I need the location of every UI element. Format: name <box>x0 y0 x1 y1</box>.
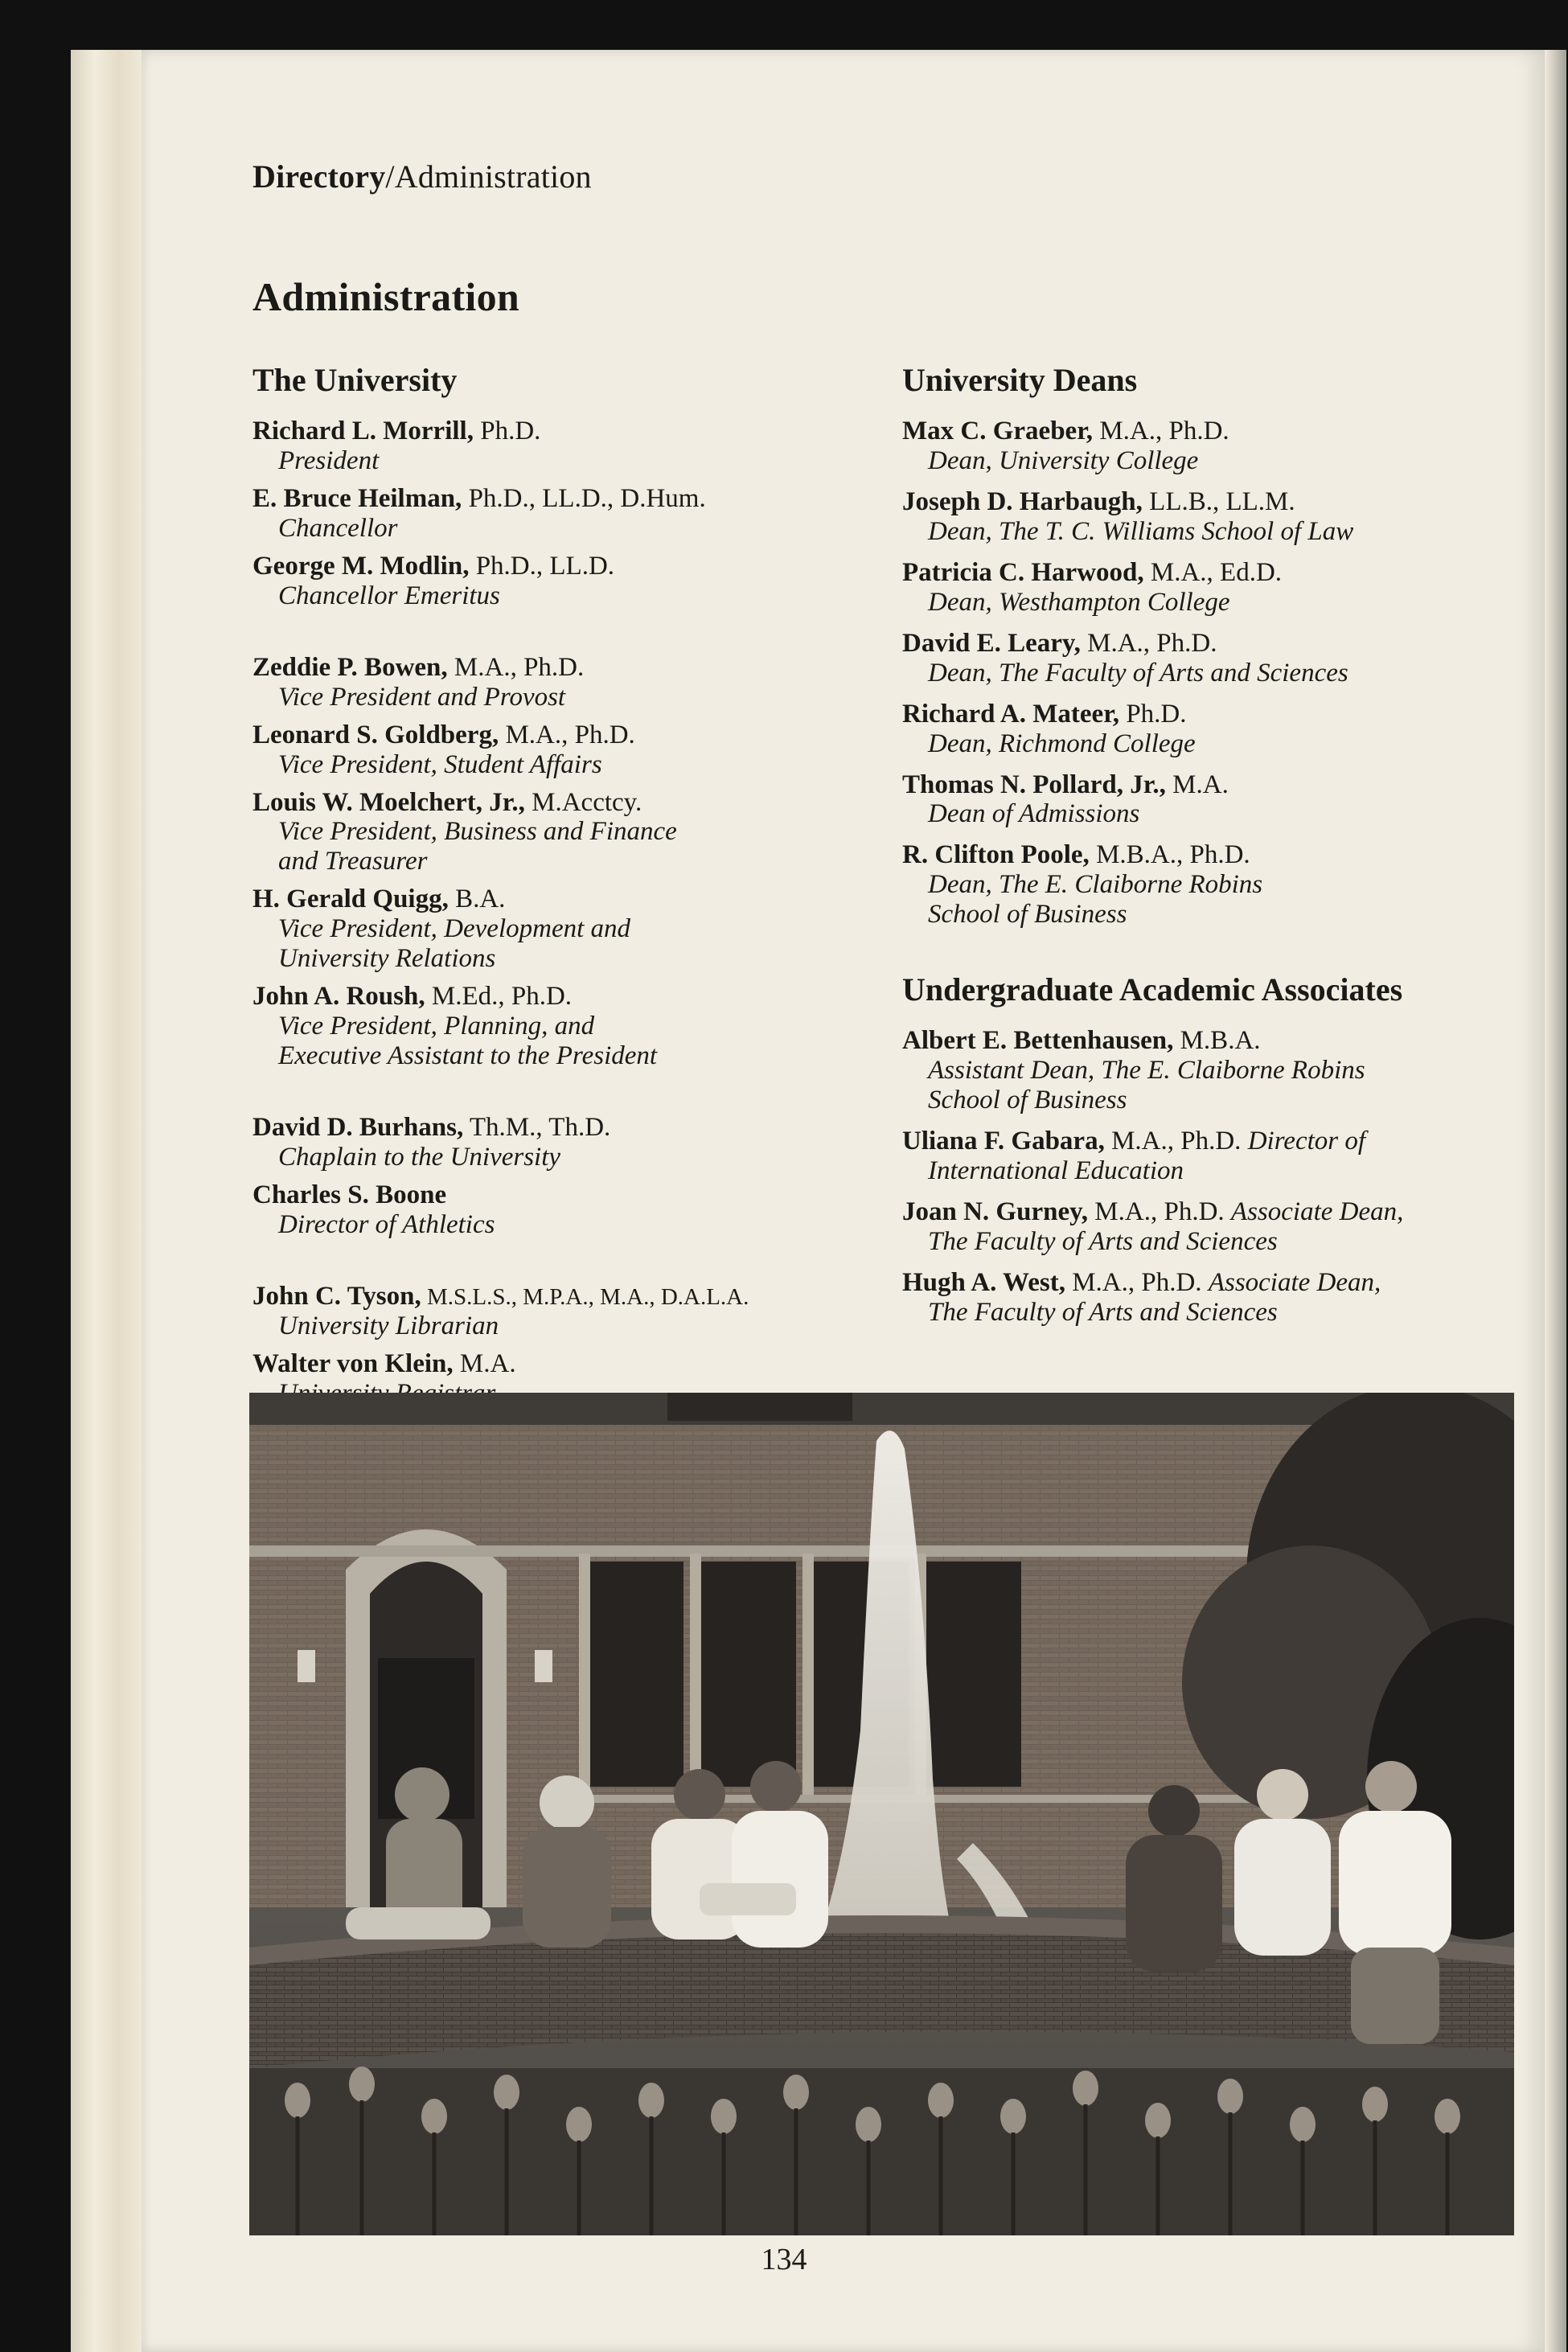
group-spacer <box>252 619 880 653</box>
directory-entry <box>252 788 880 877</box>
person-role: Vice President, Business and Finance <box>278 817 677 847</box>
person-role: The Faculty of Arts and Sciences <box>928 1227 1278 1257</box>
campus-fountain-photo <box>249 1393 1514 2235</box>
directory-entry <box>902 1026 1529 1115</box>
person-name: Patricia C. Harwood, <box>902 557 1144 587</box>
group-spacer <box>252 1079 880 1113</box>
person-name: Charles S. Boone <box>252 1180 447 1210</box>
photo-illustration <box>249 1393 1514 2235</box>
person-role: Dean of Admissions <box>928 799 1140 829</box>
directory-entry <box>902 840 1529 930</box>
person-name: Louis W. Moelchert, Jr., <box>252 787 525 817</box>
person-role: Dean, University College <box>928 445 1199 475</box>
person-credentials: M.A., Ph.D. <box>1093 417 1229 445</box>
person-credentials: M.A., Ph.D. <box>499 720 635 749</box>
directory-entry <box>252 720 880 780</box>
directory-entry <box>252 1113 880 1172</box>
directory-entry <box>252 552 880 611</box>
person-role-inline: Associate Dean, <box>1208 1267 1381 1297</box>
directory-entry <box>902 770 1529 830</box>
person-name: John C. Tyson, <box>252 1281 421 1311</box>
person-name: Richard A. Mateer, <box>902 699 1120 729</box>
person-name: Walter von Klein, <box>252 1348 454 1378</box>
directory-entry <box>252 653 880 712</box>
person-name: Uliana F. Gabara, <box>902 1127 1105 1156</box>
person-role: Chancellor <box>278 513 398 543</box>
person-role: School of Business <box>928 1086 1127 1115</box>
directory-entry <box>252 1180 880 1240</box>
page-number: 134 <box>761 2243 807 2276</box>
person-role: Vice President, Student Affairs <box>278 749 602 779</box>
person-name: David E. Leary, <box>902 628 1081 658</box>
person-credentials: Ph.D. <box>1119 699 1187 729</box>
person-credentials: Ph.D., LL.D. <box>469 551 615 581</box>
person-role: President <box>278 445 380 475</box>
university-officers-list <box>252 417 880 1409</box>
person-credentials: M.B.A. <box>1173 1026 1261 1056</box>
person-role: School of Business <box>928 900 1127 930</box>
person-name: E. Bruce Heilman, <box>252 483 462 513</box>
deans-heading: University Deans <box>902 362 1138 398</box>
person-credentials: B.A. <box>448 885 506 914</box>
person-name: Joseph D. Harbaugh, <box>902 486 1143 516</box>
person-name: John A. Roush, <box>252 982 425 1012</box>
person-role: Vice President, Development and <box>278 914 631 944</box>
person-role: Dean, The E. Claiborne Robins <box>928 870 1263 900</box>
person-role: Vice President, Planning, and <box>278 1012 595 1041</box>
directory-entry <box>252 417 880 476</box>
person-name: Richard L. Morrill, <box>252 417 474 445</box>
person-role: Dean, Richmond College <box>928 729 1196 758</box>
person-name: R. Clifton Poole, <box>902 840 1090 870</box>
person-name: Thomas N. Pollard, Jr., <box>902 770 1166 799</box>
person-role: Chaplain to the University <box>278 1143 561 1172</box>
person-credentials: M.A., Ph.D. <box>1080 628 1217 658</box>
directory-entry <box>902 417 1529 476</box>
person-credentials: M.A. <box>1165 770 1229 799</box>
directory-entry <box>902 1197 1529 1257</box>
person-credentials: M.A., Ph.D. <box>447 652 585 682</box>
group-spacer <box>252 1248 880 1282</box>
header-administration: /Administration <box>385 158 592 195</box>
deans-list <box>902 417 1529 930</box>
binding-shadow <box>1544 50 1568 2352</box>
person-name: George M. Modlin, <box>252 551 470 581</box>
running-header <box>252 158 592 195</box>
person-role: Director of Athletics <box>278 1209 495 1239</box>
person-credentials: M.A., Ph.D. <box>1065 1267 1209 1297</box>
person-role: Chancellor Emeritus <box>278 581 500 610</box>
person-role: and Treasurer <box>278 847 428 876</box>
associates-heading: Undergraduate Academic Associates <box>902 971 1403 1008</box>
directory-entry <box>252 484 880 544</box>
person-name: Joan N. Gurney, <box>902 1197 1089 1227</box>
person-name: Hugh A. West, <box>902 1267 1065 1297</box>
person-credentials: M.A., Ph.D. <box>1088 1197 1231 1227</box>
person-role: Dean, Westhampton College <box>928 587 1230 617</box>
person-name: Albert E. Bettenhausen, <box>902 1026 1174 1056</box>
person-credentials: M.S.L.S., M.P.A., M.A., D.A.L.A. <box>421 1283 749 1310</box>
person-credentials: Ph.D., LL.D., D.Hum. <box>462 483 706 513</box>
directory-entry <box>902 1127 1529 1186</box>
person-role: The Faculty of Arts and Sciences <box>928 1297 1278 1327</box>
person-credentials: M.Acctcy. <box>524 787 642 817</box>
person-credentials: M.A., Ph.D. <box>1104 1127 1248 1156</box>
person-name: H. Gerald Quigg, <box>252 885 449 914</box>
directory-entry <box>252 885 880 974</box>
directory-entry <box>902 700 1529 759</box>
directory-entry <box>902 1268 1529 1328</box>
person-role: Dean, The T. C. Williams School of Law <box>928 516 1354 546</box>
person-name: Max C. Graeber, <box>902 417 1094 445</box>
left-column <box>252 362 880 1417</box>
person-credentials: M.A., Ed.D. <box>1143 557 1283 587</box>
right-column <box>902 362 1529 1339</box>
university-heading: The University <box>252 362 458 398</box>
person-role: University Librarian <box>278 1311 499 1340</box>
person-name: David D. Burhans, <box>252 1113 464 1143</box>
person-credentials: Ph.D. <box>473 417 541 445</box>
person-role-inline: Associate Dean, <box>1230 1197 1404 1227</box>
associates-list <box>902 1026 1529 1328</box>
directory-entry <box>902 558 1529 618</box>
directory-entry <box>902 629 1529 688</box>
person-role: Dean, The Faculty of Arts and Sciences <box>928 658 1348 688</box>
person-credentials: M.A. <box>453 1348 516 1378</box>
person-credentials: M.Ed., Ph.D. <box>425 982 573 1012</box>
section-title: Administration <box>252 274 520 319</box>
person-name: Leonard S. Goldberg, <box>252 720 499 749</box>
person-credentials: LL.B., LL.M. <box>1142 486 1295 516</box>
person-credentials: Th.M., Th.D. <box>463 1113 611 1143</box>
directory-entry <box>902 487 1529 547</box>
person-role: Vice President and Provost <box>278 682 566 712</box>
person-credentials: M.B.A., Ph.D. <box>1089 840 1250 870</box>
person-role: University Relations <box>278 944 496 974</box>
person-role-inline: Director of <box>1247 1127 1366 1156</box>
header-directory: Directory <box>252 158 386 195</box>
person-role: International Education <box>928 1156 1184 1186</box>
person-role: Executive Assistant to the President <box>278 1041 658 1071</box>
directory-entry <box>252 1282 880 1341</box>
directory-entry <box>252 982 880 1071</box>
person-name: Zeddie P. Bowen, <box>252 652 448 682</box>
person-role: Assistant Dean, The E. Claiborne Robins <box>928 1056 1365 1086</box>
